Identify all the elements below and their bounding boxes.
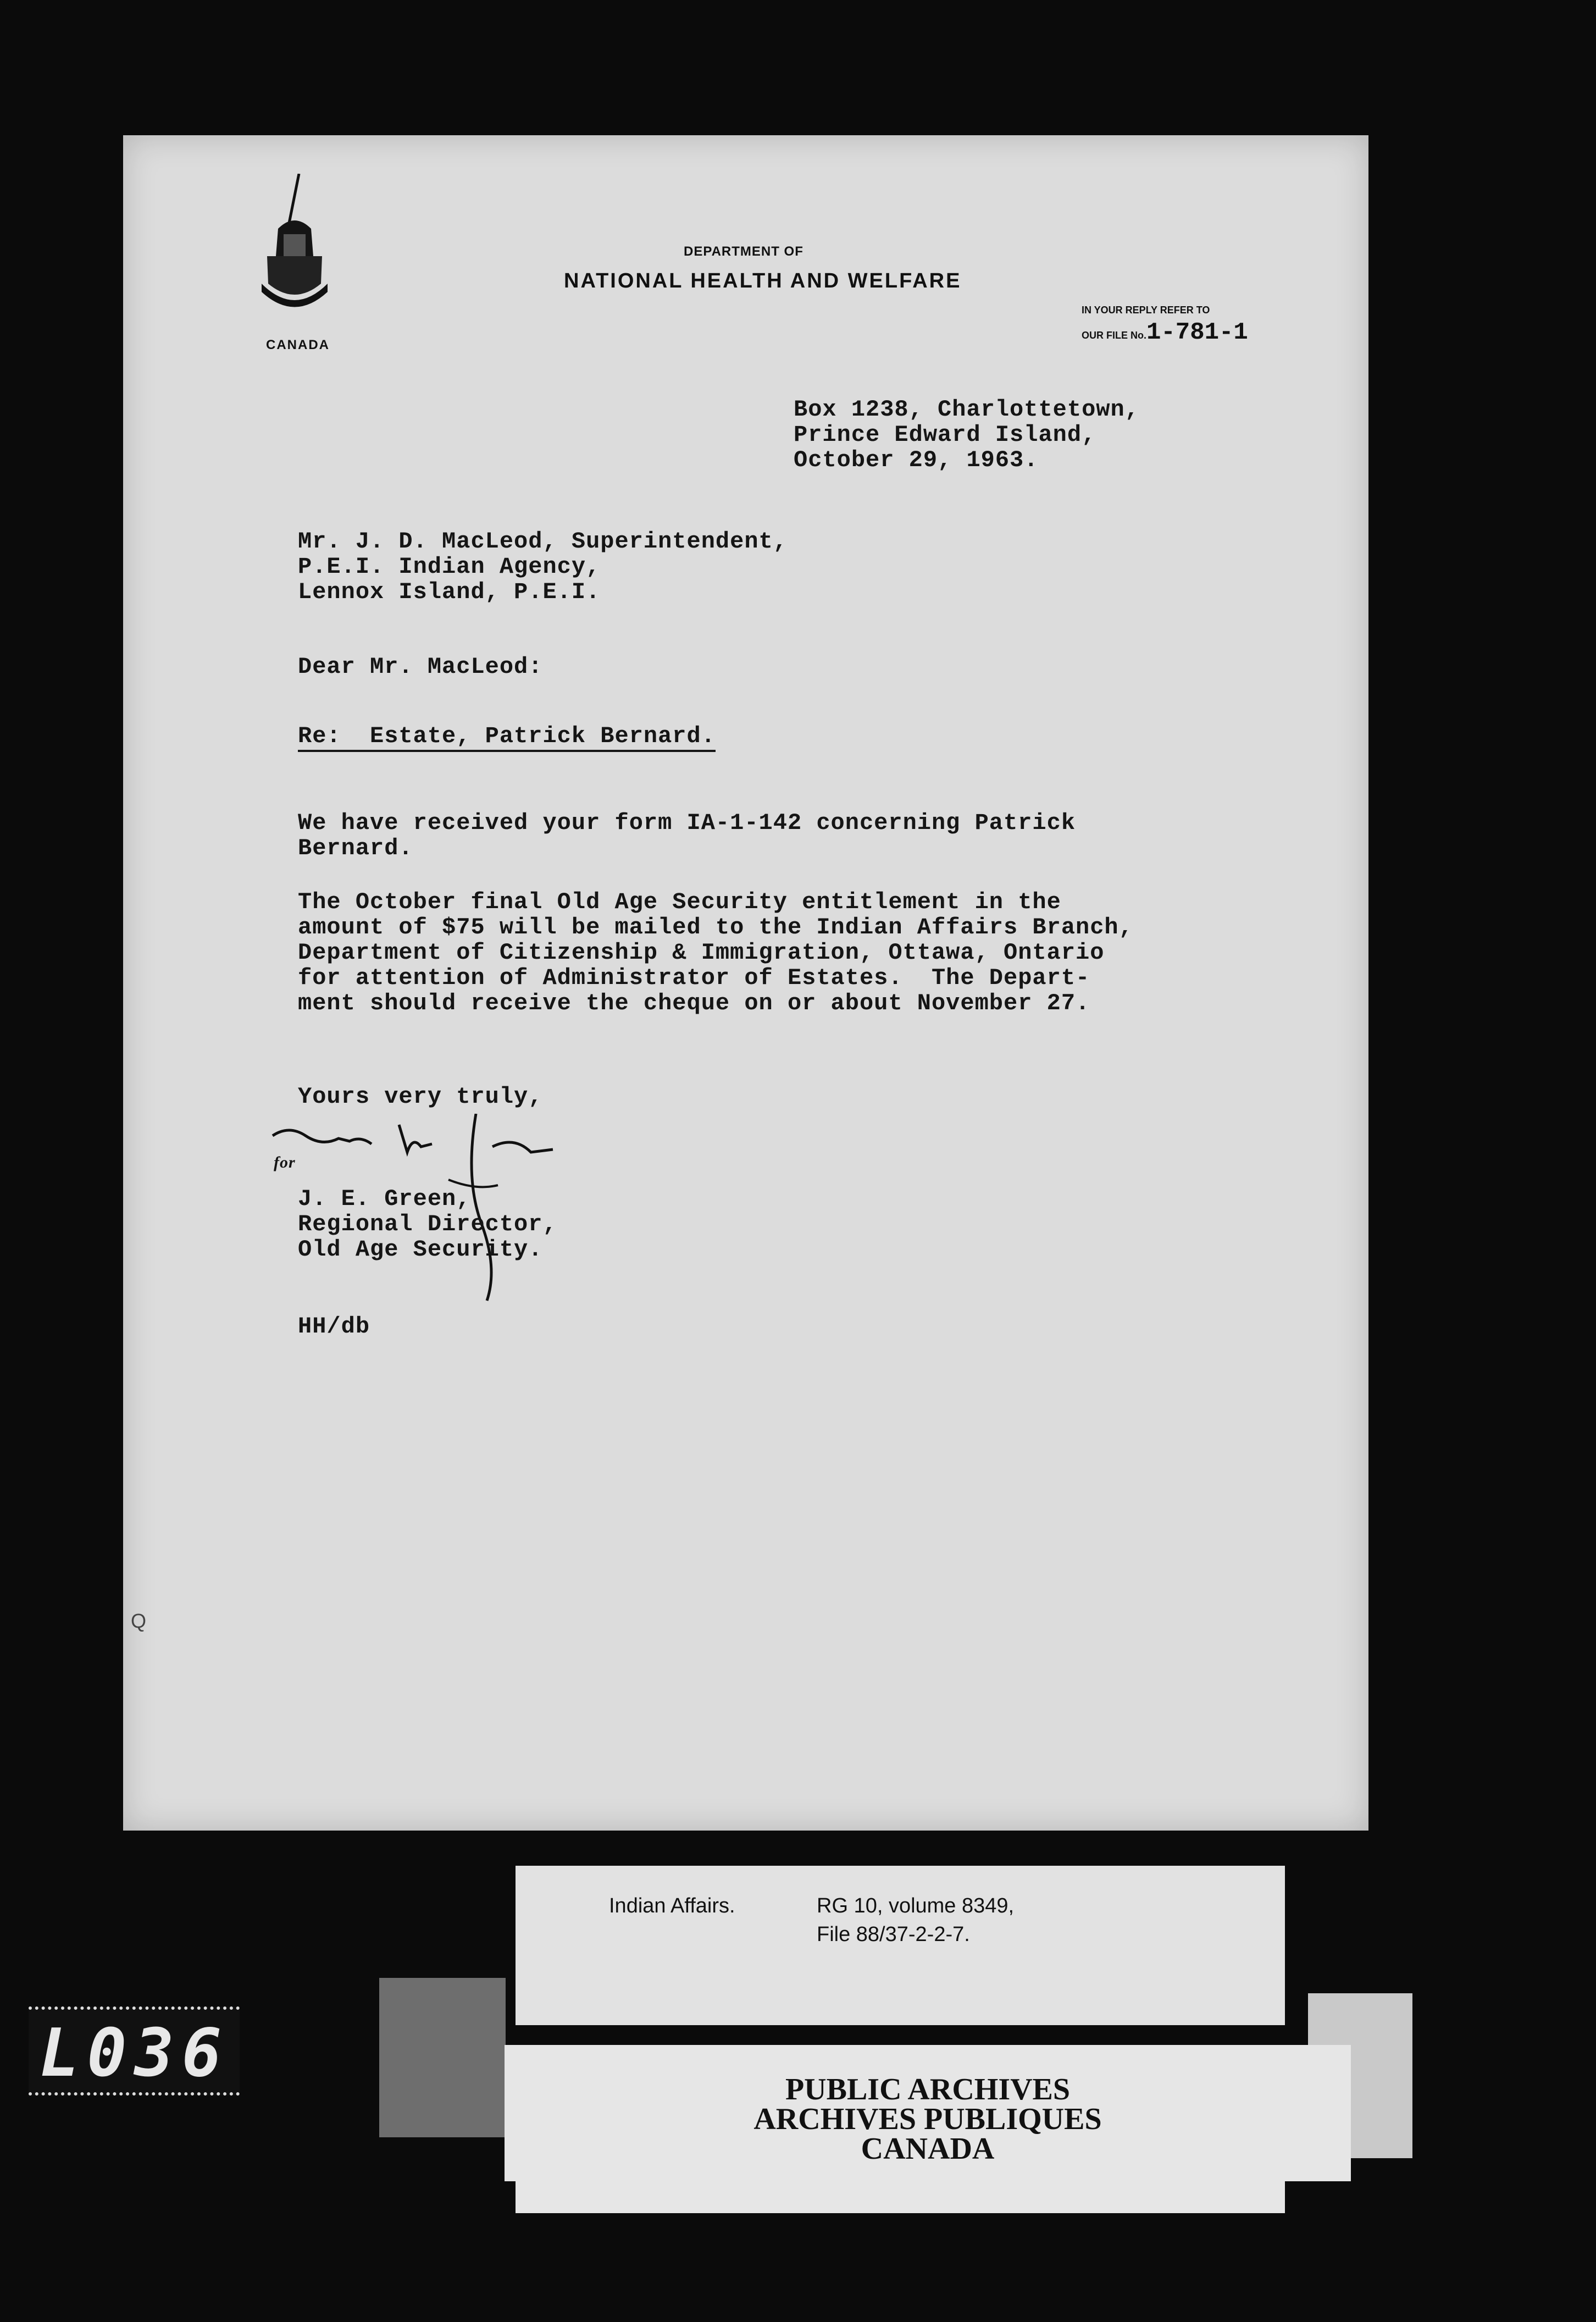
archive-reference-card <box>516 1866 1285 2025</box>
our-file-label: OUR FILE No. <box>1082 330 1146 341</box>
archive-reference-line1: RG 10, volume 8349, <box>817 1894 1015 1917</box>
archive-band-lower <box>516 2181 1285 2213</box>
our-file-line <box>1082 319 1248 346</box>
archive-stamp-line1: PUBLIC ARCHIVES <box>785 2072 1071 2107</box>
recipient-line2: P.E.I. Indian Agency, <box>298 554 601 580</box>
department-of-label: DEPARTMENT OF <box>684 244 803 259</box>
archive-stamp-line2: ARCHIVES PUBLIQUES <box>753 2102 1102 2136</box>
body-p1-line1: We have received your form IA-1-142 concerning Patrick <box>298 810 1076 836</box>
public-archives-stamp <box>505 2045 1351 2181</box>
frame-counter <box>29 2006 240 2096</box>
our-file-number: 1-781-1 <box>1146 319 1248 346</box>
crest-label: CANADA <box>266 338 330 352</box>
signatory-unit: Old Age Security. <box>298 1236 543 1263</box>
recipient-line1: Mr. J. D. MacLeod, Superintendent, <box>298 528 788 555</box>
sender-address-line2: Prince Edward Island, <box>794 422 1096 448</box>
stray-mark: Q <box>131 1610 147 1632</box>
salutation: Dear Mr. MacLeod: <box>298 654 543 680</box>
collection-name: Indian Affairs. <box>609 1894 735 1917</box>
archive-stamp-line3: CANADA <box>861 2132 995 2166</box>
letter-sheet <box>123 135 1368 1831</box>
canada-coat-of-arms-crest <box>256 174 333 317</box>
subject-line: Re: Estate, Patrick Bernard. <box>298 723 716 752</box>
department-name: NATIONAL HEALTH AND WELFARE <box>564 269 962 292</box>
body-p2-line5: ment should receive the cheque on or about November 27. <box>298 990 1090 1016</box>
signatory-name: J. E. Green, <box>298 1186 471 1212</box>
letter-date: October 29, 1963. <box>794 447 1039 473</box>
sender-address-line1: Box 1238, Charlottetown, <box>794 396 1139 423</box>
body-p2-line4: for attention of Administrator of Estates. The Depart- <box>298 965 1090 991</box>
film-strip-left <box>379 1978 506 2137</box>
signature-for-mark: for <box>274 1153 296 1171</box>
archive-reference-line2: File 88/37-2-2-7. <box>817 1923 970 1946</box>
signatory-title: Regional Director, <box>298 1211 557 1237</box>
body-p2-line3: Department of Citizenship & Immigration, Ottawa, Ontario <box>298 939 1105 966</box>
frame-counter-value: L036 <box>40 2015 229 2092</box>
body-p2-line1: The October final Old Age Security entitlement in the <box>298 889 1061 915</box>
body-p2-line2: amount of $75 will be mailed to the Indian Affairs Branch, <box>298 914 1133 941</box>
reply-refer-label: IN YOUR REPLY REFER TO <box>1082 305 1210 316</box>
typist-initials: HH/db <box>298 1313 370 1340</box>
closing: Yours very truly, <box>298 1083 543 1110</box>
body-p1-line2: Bernard. <box>298 835 413 861</box>
recipient-line3: Lennox Island, P.E.I. <box>298 579 601 605</box>
